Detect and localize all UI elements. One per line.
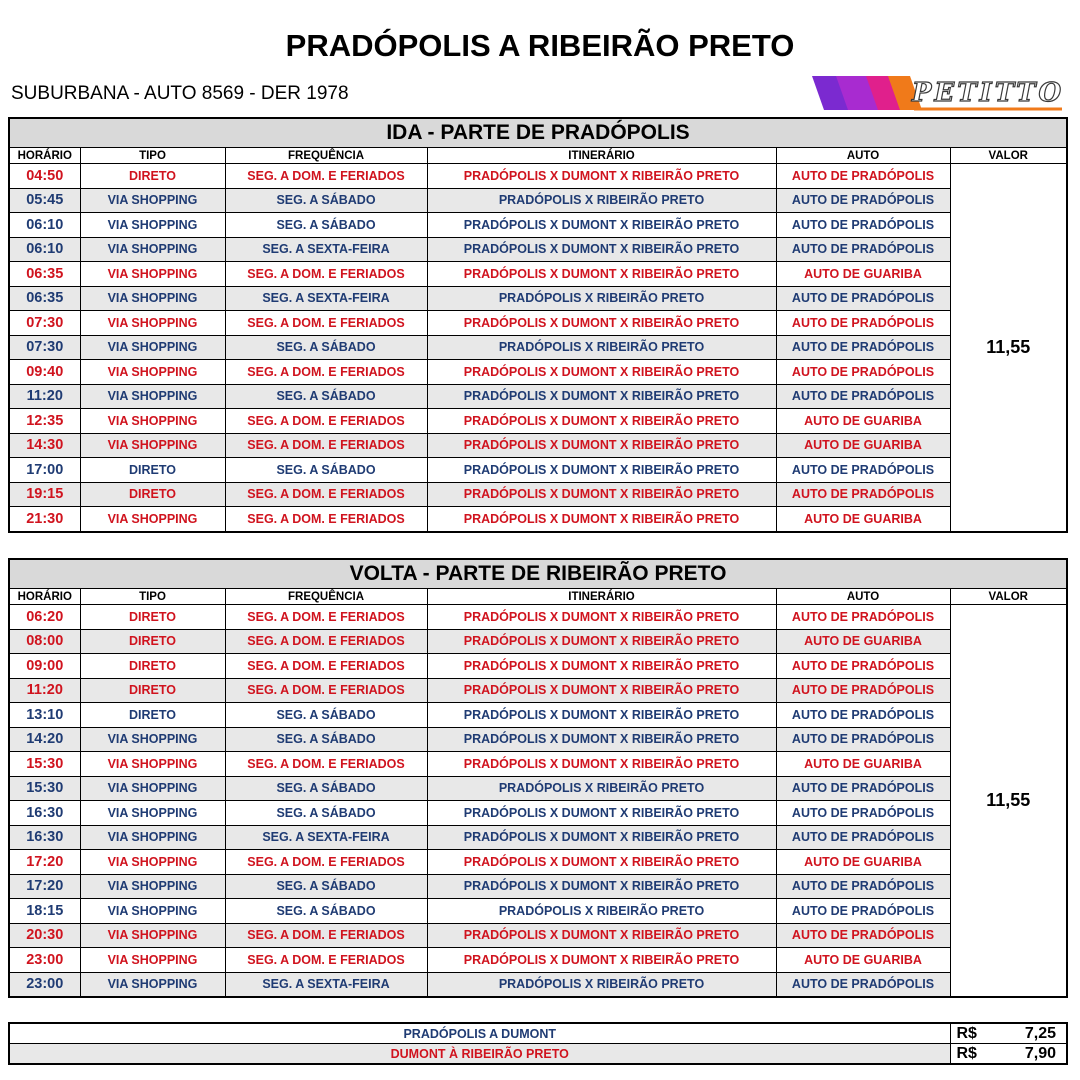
frequency: SEG. A DOM. E FERIADOS (225, 629, 427, 654)
trip-type: VIA SHOPPING (80, 262, 225, 287)
bus-company: AUTO DE PRADÓPOLIS (776, 776, 950, 801)
bus-company: AUTO DE PRADÓPOLIS (776, 237, 950, 262)
bus-company: AUTO DE PRADÓPOLIS (776, 825, 950, 850)
frequency: SEG. A DOM. E FERIADOS (225, 360, 427, 385)
table-row (9, 482, 1067, 507)
col-frequencia: FREQUÊNCIA (225, 148, 427, 164)
bus-company: AUTO DE PRADÓPOLIS (776, 188, 950, 213)
departure-time: 07:30 (9, 311, 80, 336)
frequency: SEG. A DOM. E FERIADOS (225, 164, 427, 189)
fare-row (9, 1023, 1067, 1044)
departure-time: 23:00 (9, 948, 80, 973)
itinerary: PRADÓPOLIS X DUMONT X RIBEIRÃO PRETO (427, 237, 776, 262)
fare-value: 11,55 (950, 605, 1067, 998)
route-subtitle: SUBURBANA - AUTO 8569 - DER 1978 (11, 83, 349, 104)
fares-table (8, 1022, 1068, 1065)
frequency: SEG. A DOM. E FERIADOS (225, 923, 427, 948)
bus-company: AUTO DE PRADÓPOLIS (776, 164, 950, 189)
itinerary: PRADÓPOLIS X DUMONT X RIBEIRÃO PRETO (427, 825, 776, 850)
ida-heading: IDA - PARTE DE PRADÓPOLIS (9, 118, 1067, 148)
trip-type: VIA SHOPPING (80, 727, 225, 752)
frequency: SEG. A DOM. E FERIADOS (225, 678, 427, 703)
departure-time: 17:00 (9, 458, 80, 483)
col-itinerario: ITINERÁRIO (427, 148, 776, 164)
table-row (9, 335, 1067, 360)
col-horario: HORÁRIO (9, 589, 80, 605)
trip-type: VIA SHOPPING (80, 801, 225, 826)
departure-time: 15:30 (9, 776, 80, 801)
itinerary: PRADÓPOLIS X DUMONT X RIBEIRÃO PRETO (427, 409, 776, 434)
bus-company: AUTO DE GUARIBA (776, 409, 950, 434)
table-row (9, 678, 1067, 703)
fare-route: PRADÓPOLIS A DUMONT (9, 1023, 950, 1044)
itinerary: PRADÓPOLIS X DUMONT X RIBEIRÃO PRETO (427, 164, 776, 189)
frequency: SEG. A DOM. E FERIADOS (225, 948, 427, 973)
bus-company: AUTO DE PRADÓPOLIS (776, 605, 950, 630)
departure-time: 09:40 (9, 360, 80, 385)
bus-company: AUTO DE GUARIBA (776, 629, 950, 654)
departure-time: 15:30 (9, 752, 80, 777)
table-row (9, 801, 1067, 826)
table-row (9, 384, 1067, 409)
itinerary: PRADÓPOLIS X RIBEIRÃO PRETO (427, 335, 776, 360)
volta-schedule-table (8, 558, 1068, 998)
trip-type: VIA SHOPPING (80, 384, 225, 409)
itinerary: PRADÓPOLIS X RIBEIRÃO PRETO (427, 776, 776, 801)
frequency: SEG. A SEXTA-FEIRA (225, 825, 427, 850)
table-row (9, 164, 1067, 189)
frequency: SEG. A SÁBADO (225, 458, 427, 483)
departure-time: 06:35 (9, 286, 80, 311)
itinerary: PRADÓPOLIS X DUMONT X RIBEIRÃO PRETO (427, 629, 776, 654)
frequency: SEG. A SÁBADO (225, 801, 427, 826)
table-row (9, 727, 1067, 752)
trip-type: DIRETO (80, 703, 225, 728)
departure-time: 20:30 (9, 923, 80, 948)
bus-company: AUTO DE PRADÓPOLIS (776, 727, 950, 752)
departure-time: 08:00 (9, 629, 80, 654)
departure-time: 21:30 (9, 507, 80, 532)
frequency: SEG. A DOM. E FERIADOS (225, 850, 427, 875)
trip-type: VIA SHOPPING (80, 409, 225, 434)
table-row (9, 605, 1067, 630)
departure-time: 05:45 (9, 188, 80, 213)
itinerary: PRADÓPOLIS X DUMONT X RIBEIRÃO PRETO (427, 850, 776, 875)
table-row (9, 286, 1067, 311)
table-row (9, 948, 1067, 973)
departure-time: 07:30 (9, 335, 80, 360)
departure-time: 11:20 (9, 678, 80, 703)
itinerary: PRADÓPOLIS X RIBEIRÃO PRETO (427, 188, 776, 213)
col-tipo: TIPO (80, 589, 225, 605)
frequency: SEG. A SEXTA-FEIRA (225, 972, 427, 997)
trip-type: VIA SHOPPING (80, 433, 225, 458)
trip-type: VIA SHOPPING (80, 972, 225, 997)
table-row (9, 213, 1067, 238)
fare-price: 7,25 (988, 1023, 1067, 1044)
bus-company: AUTO DE PRADÓPOLIS (776, 213, 950, 238)
trip-type: VIA SHOPPING (80, 311, 225, 336)
volta-heading: VOLTA - PARTE DE RIBEIRÃO PRETO (9, 559, 1067, 589)
departure-time: 13:10 (9, 703, 80, 728)
bus-company: AUTO DE PRADÓPOLIS (776, 801, 950, 826)
bus-company: AUTO DE PRADÓPOLIS (776, 384, 950, 409)
trip-type: VIA SHOPPING (80, 507, 225, 532)
bus-company: AUTO DE PRADÓPOLIS (776, 972, 950, 997)
itinerary: PRADÓPOLIS X DUMONT X RIBEIRÃO PRETO (427, 360, 776, 385)
trip-type: VIA SHOPPING (80, 825, 225, 850)
frequency: SEG. A SÁBADO (225, 188, 427, 213)
table-row (9, 776, 1067, 801)
table-row (9, 703, 1067, 728)
frequency: SEG. A DOM. E FERIADOS (225, 433, 427, 458)
petitto-logo (810, 74, 1064, 112)
departure-time: 17:20 (9, 850, 80, 875)
table-row (9, 507, 1067, 532)
itinerary: PRADÓPOLIS X RIBEIRÃO PRETO (427, 286, 776, 311)
ida-schedule-table (8, 117, 1068, 533)
itinerary: PRADÓPOLIS X DUMONT X RIBEIRÃO PRETO (427, 752, 776, 777)
trip-type: VIA SHOPPING (80, 850, 225, 875)
itinerary: PRADÓPOLIS X DUMONT X RIBEIRÃO PRETO (427, 262, 776, 287)
trip-type: VIA SHOPPING (80, 874, 225, 899)
trip-type: DIRETO (80, 654, 225, 679)
itinerary: PRADÓPOLIS X DUMONT X RIBEIRÃO PRETO (427, 605, 776, 630)
departure-time: 06:20 (9, 605, 80, 630)
departure-time: 23:00 (9, 972, 80, 997)
itinerary: PRADÓPOLIS X DUMONT X RIBEIRÃO PRETO (427, 507, 776, 532)
itinerary: PRADÓPOLIS X DUMONT X RIBEIRÃO PRETO (427, 482, 776, 507)
trip-type: DIRETO (80, 164, 225, 189)
col-itinerario: ITINERÁRIO (427, 589, 776, 605)
fare-route: DUMONT À RIBEIRÃO PRETO (9, 1044, 950, 1065)
trip-type: DIRETO (80, 678, 225, 703)
fare-currency: R$ (950, 1023, 988, 1044)
logo-text: PETITTO (911, 78, 1064, 108)
frequency: SEG. A DOM. E FERIADOS (225, 654, 427, 679)
frequency: SEG. A SÁBADO (225, 727, 427, 752)
trip-type: VIA SHOPPING (80, 188, 225, 213)
col-valor: VALOR (950, 589, 1067, 605)
bus-company: AUTO DE PRADÓPOLIS (776, 311, 950, 336)
bus-company: AUTO DE GUARIBA (776, 507, 950, 532)
trip-type: DIRETO (80, 458, 225, 483)
table-row (9, 360, 1067, 385)
table-row (9, 311, 1067, 336)
trip-type: DIRETO (80, 605, 225, 630)
bus-company: AUTO DE PRADÓPOLIS (776, 482, 950, 507)
table-row (9, 752, 1067, 777)
itinerary: PRADÓPOLIS X DUMONT X RIBEIRÃO PRETO (427, 801, 776, 826)
itinerary: PRADÓPOLIS X DUMONT X RIBEIRÃO PRETO (427, 678, 776, 703)
fare-value: 11,55 (950, 164, 1067, 532)
fare-currency: R$ (950, 1044, 988, 1065)
table-row (9, 850, 1067, 875)
itinerary: PRADÓPOLIS X DUMONT X RIBEIRÃO PRETO (427, 433, 776, 458)
frequency: SEG. A DOM. E FERIADOS (225, 482, 427, 507)
itinerary: PRADÓPOLIS X DUMONT X RIBEIRÃO PRETO (427, 458, 776, 483)
col-auto: AUTO (776, 589, 950, 605)
departure-time: 04:50 (9, 164, 80, 189)
bus-company: AUTO DE GUARIBA (776, 752, 950, 777)
bus-company: AUTO DE PRADÓPOLIS (776, 360, 950, 385)
table-row (9, 458, 1067, 483)
itinerary: PRADÓPOLIS X DUMONT X RIBEIRÃO PRETO (427, 727, 776, 752)
table-row (9, 825, 1067, 850)
frequency: SEG. A DOM. E FERIADOS (225, 605, 427, 630)
trip-type: VIA SHOPPING (80, 335, 225, 360)
bus-company: AUTO DE PRADÓPOLIS (776, 286, 950, 311)
frequency: SEG. A SÁBADO (225, 384, 427, 409)
fare-row (9, 1044, 1067, 1065)
col-horario: HORÁRIO (9, 148, 80, 164)
frequency: SEG. A DOM. E FERIADOS (225, 311, 427, 336)
frequency: SEG. A DOM. E FERIADOS (225, 752, 427, 777)
departure-time: 16:30 (9, 801, 80, 826)
trip-type: VIA SHOPPING (80, 948, 225, 973)
trip-type: VIA SHOPPING (80, 286, 225, 311)
itinerary: PRADÓPOLIS X DUMONT X RIBEIRÃO PRETO (427, 948, 776, 973)
trip-type: VIA SHOPPING (80, 923, 225, 948)
table-row (9, 629, 1067, 654)
itinerary: PRADÓPOLIS X DUMONT X RIBEIRÃO PRETO (427, 923, 776, 948)
trip-type: VIA SHOPPING (80, 899, 225, 924)
itinerary: PRADÓPOLIS X DUMONT X RIBEIRÃO PRETO (427, 384, 776, 409)
itinerary: PRADÓPOLIS X RIBEIRÃO PRETO (427, 899, 776, 924)
departure-time: 19:15 (9, 482, 80, 507)
itinerary: PRADÓPOLIS X DUMONT X RIBEIRÃO PRETO (427, 654, 776, 679)
bus-company: AUTO DE GUARIBA (776, 262, 950, 287)
bus-company: AUTO DE GUARIBA (776, 433, 950, 458)
bus-company: AUTO DE PRADÓPOLIS (776, 458, 950, 483)
departure-time: 06:10 (9, 237, 80, 262)
table-row (9, 188, 1067, 213)
table-row (9, 874, 1067, 899)
departure-time: 11:20 (9, 384, 80, 409)
departure-time: 18:15 (9, 899, 80, 924)
departure-time: 06:35 (9, 262, 80, 287)
trip-type: VIA SHOPPING (80, 776, 225, 801)
frequency: SEG. A SÁBADO (225, 899, 427, 924)
frequency: SEG. A SÁBADO (225, 776, 427, 801)
bus-company: AUTO DE PRADÓPOLIS (776, 923, 950, 948)
frequency: SEG. A SÁBADO (225, 213, 427, 238)
departure-time: 17:20 (9, 874, 80, 899)
bus-company: AUTO DE PRADÓPOLIS (776, 678, 950, 703)
frequency: SEG. A DOM. E FERIADOS (225, 262, 427, 287)
departure-time: 12:35 (9, 409, 80, 434)
itinerary: PRADÓPOLIS X DUMONT X RIBEIRÃO PRETO (427, 311, 776, 336)
departure-time: 09:00 (9, 654, 80, 679)
trip-type: VIA SHOPPING (80, 237, 225, 262)
departure-time: 14:30 (9, 433, 80, 458)
departure-time: 16:30 (9, 825, 80, 850)
frequency: SEG. A SEXTA-FEIRA (225, 237, 427, 262)
col-tipo: TIPO (80, 148, 225, 164)
bus-company: AUTO DE PRADÓPOLIS (776, 899, 950, 924)
bus-company: AUTO DE PRADÓPOLIS (776, 874, 950, 899)
trip-type: DIRETO (80, 629, 225, 654)
col-valor: VALOR (950, 148, 1067, 164)
bus-company: AUTO DE PRADÓPOLIS (776, 335, 950, 360)
departure-time: 06:10 (9, 213, 80, 238)
table-row (9, 237, 1067, 262)
bus-company: AUTO DE PRADÓPOLIS (776, 703, 950, 728)
frequency: SEG. A SÁBADO (225, 335, 427, 360)
bus-company: AUTO DE PRADÓPOLIS (776, 654, 950, 679)
trip-type: DIRETO (80, 482, 225, 507)
frequency: SEG. A SEXTA-FEIRA (225, 286, 427, 311)
frequency: SEG. A SÁBADO (225, 703, 427, 728)
trip-type: VIA SHOPPING (80, 213, 225, 238)
itinerary: PRADÓPOLIS X DUMONT X RIBEIRÃO PRETO (427, 874, 776, 899)
table-row (9, 972, 1067, 997)
bus-company: AUTO DE GUARIBA (776, 850, 950, 875)
frequency: SEG. A DOM. E FERIADOS (225, 409, 427, 434)
table-row (9, 654, 1067, 679)
trip-type: VIA SHOPPING (80, 360, 225, 385)
table-row (9, 923, 1067, 948)
fare-price: 7,90 (988, 1044, 1067, 1065)
page-title: PRADÓPOLIS A RIBEIRÃO PRETO (285, 28, 795, 63)
table-row (9, 262, 1067, 287)
frequency: SEG. A SÁBADO (225, 874, 427, 899)
col-auto: AUTO (776, 148, 950, 164)
table-row (9, 433, 1067, 458)
table-row (9, 409, 1067, 434)
table-row (9, 899, 1067, 924)
itinerary: PRADÓPOLIS X DUMONT X RIBEIRÃO PRETO (427, 703, 776, 728)
departure-time: 14:20 (9, 727, 80, 752)
itinerary: PRADÓPOLIS X RIBEIRÃO PRETO (427, 972, 776, 997)
bus-company: AUTO DE GUARIBA (776, 948, 950, 973)
col-frequencia: FREQUÊNCIA (225, 589, 427, 605)
frequency: SEG. A DOM. E FERIADOS (225, 507, 427, 532)
trip-type: VIA SHOPPING (80, 752, 225, 777)
itinerary: PRADÓPOLIS X DUMONT X RIBEIRÃO PRETO (427, 213, 776, 238)
